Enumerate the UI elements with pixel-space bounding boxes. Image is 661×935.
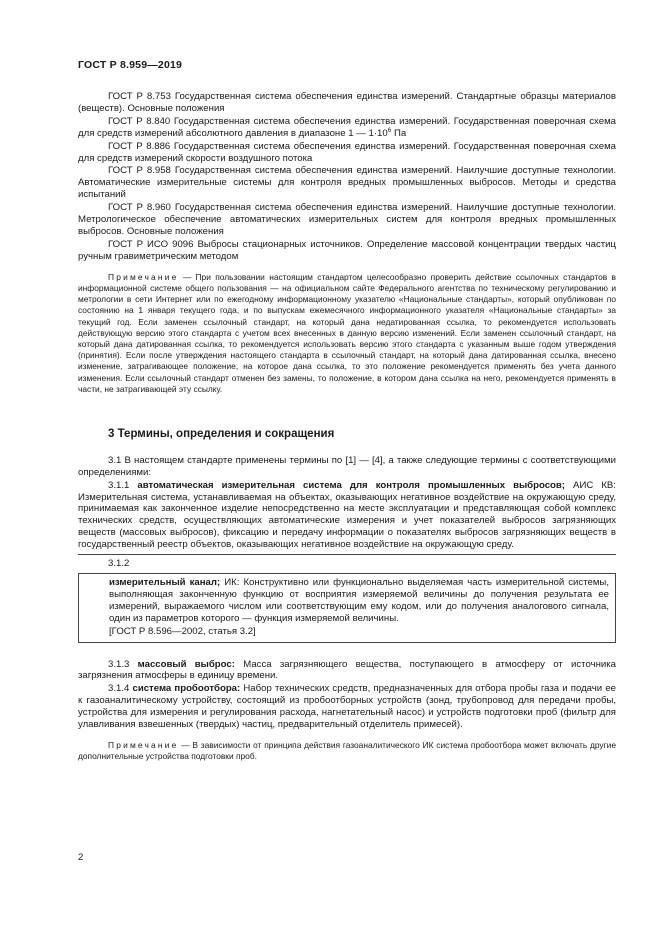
term-3-1-3 (78, 659, 616, 683)
term-3-1-4 (78, 683, 616, 731)
section-heading: 3 Термины, определения и сокращения (108, 427, 335, 440)
term-number: 3.1.1 (108, 479, 138, 491)
term-definition: АИС КВ: Измерительная система, устанавливаемая на объектах, оказывающих негативное воздействие на окружающую среду, принимаемая как законченное изделие непосредственно на месте эксплуатации и представляющая собой комплекс технических средств, осуществляющих автоматические измерения и учет показателей выбросов загрязняющих веществ (массовых выбросов), фиксацию и передачу информации о показателях выбросов загрязняющих веществ в государственный реестр объектов, оказывающих негативное воздействие на окружающую среду. (78, 479, 616, 551)
term-source: [ГОСТ Р 8.596—2002, статья 3.2] (109, 625, 256, 637)
term-definition: ИК: Конструктивно или функционально выделяемая часть измерительной системы, выполняющая законченную функцию от восприятия измеряемой величины до получения результата ее измерений, выражаемого числом или соответствующим ему кодом, или до получения аналогового сигнала, один из параметров которого — функция измеряемой величины. (109, 576, 609, 624)
document-header: ГОСТ Р 8.959—2019 (78, 59, 183, 71)
note-label: Примечание (108, 271, 179, 282)
page-content (78, 91, 616, 762)
reference-unit: Па (391, 127, 407, 139)
note-text: — При пользовании настоящим стандартом целесообразно проверить действие ссылочных стандартов в информационной системе общего пользования — на официальном сайте Федерального агентства по техническому регулированию и метрологии в сети Интернет или по ежегодному информационному указателю «Национальные стандарты», который опубликован по состоянию на 1 января текущего года, и по выпускам ежемесячного информационного указателя «Национальные стандарты» за текущий год. Если заменен ссылочный стандарт, на который дана недатированная ссылка, то рекомендуется использовать действующую версию этого стандарта с учетом всех внесенных в данную версию изменений. Если заменен ссылочный стандарт, на который дана датированная ссылка, то рекомендуется использовать версию этого стандарта с указанным выше годом утверждения (принятия). Если после утверждения настоящего стандарта в ссылочный стандарт, на который дана датированная ссылка, внесено изменение, затрагивающее положение, на которое дана ссылка, то это положение рекомендуется применять без учета данного изменения. Если ссылочный стандарт отменен без замены, то положение, в котором дана ссылка на него, рекомендуется применять в части, не затрагивающей эту ссылку. (78, 271, 616, 394)
term-3-1-1-block (78, 480, 616, 555)
superscript: 6 (387, 126, 392, 134)
reference-item: ГОСТ Р 8.753 Государственная система обеспечения единства измерений. Стандартные образцы материалов (веществ). Основные положения (78, 91, 616, 114)
note-sampling (78, 740, 616, 762)
term-title: массовый выброс: (137, 658, 235, 670)
reference-item: ГОСТ Р 8.958 Государственная система обеспечения единства измерений. Наилучшие доступные технологии. Автоматические измерительные системы для контроля вредных промышленных выбросов. Методы и средства испытаний (78, 165, 616, 201)
term-title: измерительный канал; (109, 576, 221, 588)
reference-item: ГОСТ Р 8.960 Государственная система обеспечения единства измерений. Наилучшие доступные технологии. Метрологическое обеспечение автоматических измерительных систем для контроля вредных промышленных выбросов. Основные положения (78, 202, 616, 237)
term-title: автоматическая измерительная система для контроля промышленных выбросов; (137, 479, 565, 491)
reference-item: ГОСТ Р 8.886 Государственная система обеспечения единства измерений. Государственная поверочная схема для средств измерений скорости воздушного потока (78, 140, 616, 164)
term-3-1-2-box (78, 573, 616, 643)
term-3-1-1 (78, 480, 616, 551)
paragraph-3-1: 3.1 В настоящем стандарте применены термины по [1] — [4], а также следующие термины с соответствующими определениями: (78, 454, 616, 478)
note-text: — В зависимости от принципа действия газоаналитического ИК система пробоотбора может включать другие дополнительные устройства подготовки проб. (78, 739, 616, 762)
term-number: 3.1.4 (108, 683, 133, 695)
reference-item: ГОСТ Р ИСО 9096 Выбросы стационарных источников. Определение массовой концентрации твердых частиц ручным гравиметрическим методом (78, 238, 616, 262)
page-number: 2 (78, 852, 84, 863)
term-number: 3.1.3 (108, 658, 138, 670)
reference-item (78, 116, 616, 140)
term-definition: Масса загрязняющего вещества, поступающего в атмосферу от источника загрязнения атмосферы в единицу времени. (78, 658, 616, 682)
reference-text: ГОСТ Р 8.840 Государственная система обеспечения единства измерений. Государственная поверочная схема для средств измерений абсолютного давления в диапазоне 1 — 1·10 (78, 115, 616, 139)
term-title: система пробоотбора: (132, 683, 241, 695)
term-definition: Набор технических средств, предназначенных для отбора пробы газа и подачи ее к газоаналитическому устройству, состоящий из пробоотборных устройств (зонд, трубопровод для передачи пробы, устройства для измерения и регулирования расхода, нагнетательный насос) и устройств подготовки проб (фильтр для улавливания взвешенных (твердых) частиц, предварительный отделитель примесей). (78, 683, 616, 731)
note-references (78, 272, 616, 395)
note-label: Примечание (108, 739, 179, 750)
term-3-1-2-number: 3.1.2 (108, 558, 130, 570)
